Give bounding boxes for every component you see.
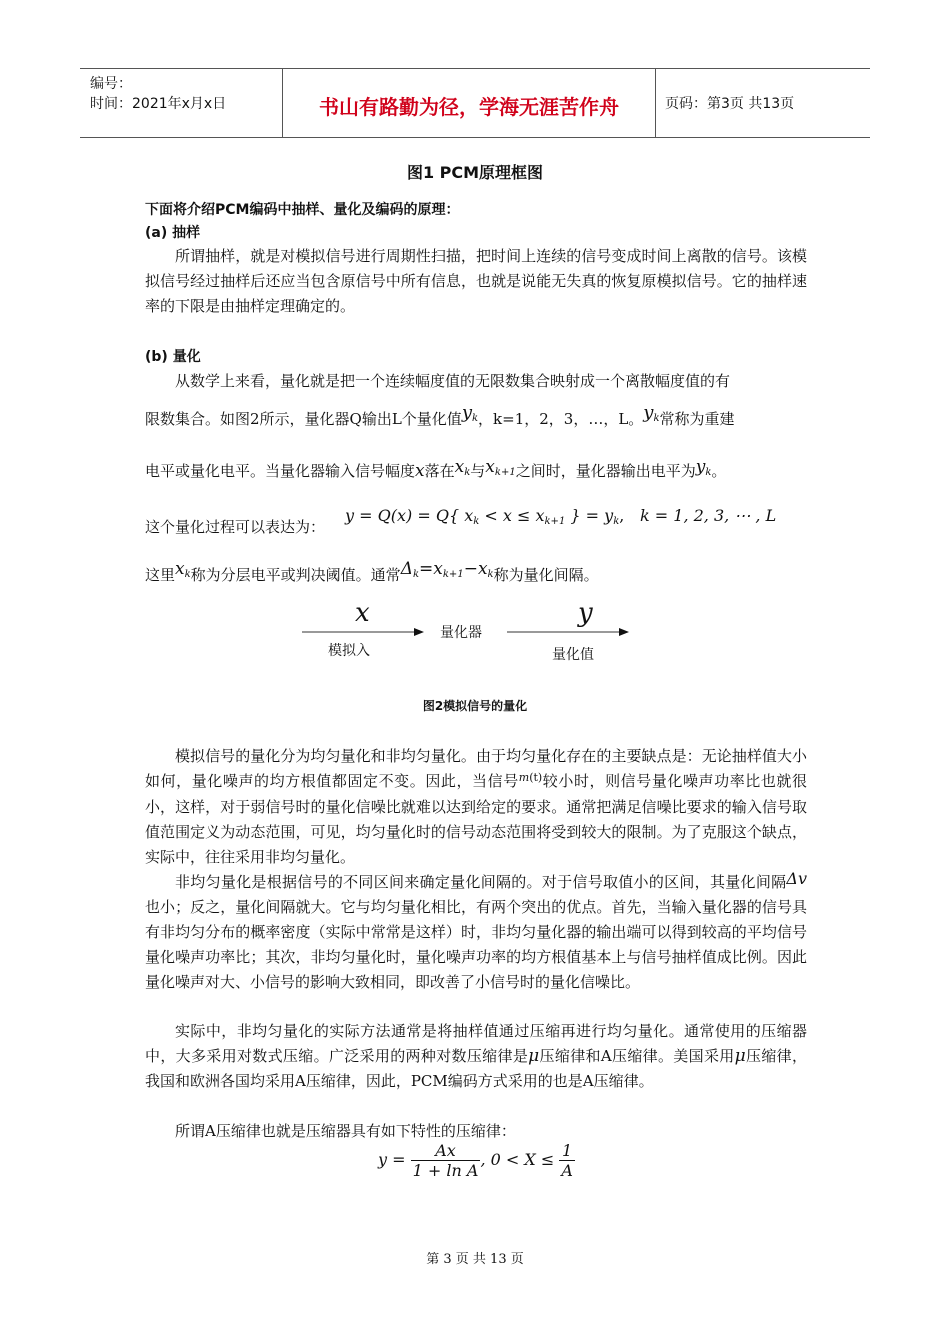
- section-a-heading: (a) 抽样: [145, 225, 201, 241]
- paragraph-uniform-quantization: 模拟信号的量化分为均匀量化和非均匀量化。由于均匀量化存在的主要缺点是：无论抽样值大小如何，量化噪声的均方根值都固定不变。因此，当信号$^{m(t)}$较小时，则信号量化噪声功率比也就很小，这样，对于弱信号时的量化信噪比就难以达到给定的要求。通常把满足信噪比要求的输入信号取值范围定义为动态范围，可见，均匀量化时的信号动态范围将受到较大的限制。为了克服这个缺点，实际中，往往采用非均匀量化。: [145, 747, 807, 866]
- figure1-caption: 图1 PCM原理框图: [406, 163, 544, 182]
- header-motto: 书山有路勤为径，学海无涯苦作舟: [319, 95, 619, 119]
- a-law-formula: y = $\frac{Ax}{\text{1 + ln A}}$ , 0 < X ≤ $\frac{1}{A}$: [378, 1141, 573, 1180]
- document-time-label: 时间：2021年x月x日: [90, 96, 227, 112]
- input-arrow-icon: [300, 626, 430, 638]
- input-label: 模拟入: [328, 643, 370, 659]
- output-label: 量化值: [552, 647, 594, 663]
- quantizer-diagram: [300, 598, 640, 668]
- paragraph-a-law-intro: 所谓A压缩律也就是压缩器具有如下特性的压缩律：: [175, 1122, 516, 1140]
- intro-line: 下面将介绍PCM编码中抽样、量化及编码的原理：: [145, 202, 460, 218]
- figure2-caption: 图2模拟信号的量化: [422, 699, 528, 713]
- header-left-cell: [80, 69, 282, 137]
- section-b-line1: 从数学上来看，量化就是把一个连续幅度值的无限数集合映射成一个离散幅度值的有: [175, 372, 731, 390]
- a-law-fraction: $\frac{Ax}{\text{1 + ln A}}$: [412, 1141, 479, 1180]
- section-b-line3: 电平或量化电平。当量化器输入信号幅度x落在$x_k$与$x_{k+1}$之间时，量化器输出电平为$y_k$。: [145, 457, 727, 481]
- header-page-code: 页码：第3页 共13页: [665, 96, 795, 112]
- quantization-formula: y = Q(x) = Q{ $x_k < x \le x_{k+1}$ } = $y_k$,: [345, 506, 625, 527]
- header-page-cell: [655, 69, 870, 137]
- paragraph-compression: 实际中，非均匀量化的实际方法通常是将抽样值通过压缩再进行均匀量化。通常使用的压缩器中，大多采用对数式压缩。广泛采用的两种对数压缩律是μ压缩律和A压缩律。美国采用μ压缩律，我国和欧洲各国均采用A压缩律，因此，PCM编码方式采用的也是A压缩律。: [145, 1022, 807, 1090]
- output-arrow-icon: [505, 626, 635, 638]
- document-number-label: 编号：: [90, 76, 132, 92]
- section-a-text: 所谓抽样，就是对模拟信号进行周期性扫描，把时间上连续的信号变成时间上离散的信号。该模拟信号经过抽样后还应当包含原信号中所有信息，也就是说能无失真的恢复原模拟信号。它的抽样速率的下限是由抽样定理确定的。: [145, 247, 807, 315]
- section-b-line4: 这个量化过程可以表达为：: [145, 518, 326, 536]
- header-motto-cell: [282, 69, 656, 137]
- a-law-bound-fraction: $\frac{1}{A}$: [561, 1141, 573, 1180]
- input-symbol: x: [355, 598, 370, 628]
- section-b-line5: 这里$x^k$称为分层电平或判决阈值。通常$\Delta^k=x^{k+1}-x^k$称为量化间隔。: [145, 559, 599, 584]
- quantization-index-range: k = 1, 2, 3, ⋯ , L: [640, 506, 777, 525]
- page-footer: 第 3 页 共 13 页: [426, 1252, 524, 1267]
- section-b-line2: 限数集合。如图2所示，量化器Q输出L个量化值$y^k$，k=1，2，3，…，L。$y^k$常称为重建: [145, 402, 735, 428]
- paragraph-nonuniform-quantization: 非均匀量化是根据信号的不同区间来确定量化间隔的。对于信号取值小的区间，其量化间隔Δv也小；反之，量化间隔就大。它与均匀量化相比，有两个突出的优点。首先，当输入量化器的信号具有非均匀分布的概率密度（实际中常常是这样）时，非均匀量化器的输出端可以得到较高的平均信号量化噪声功率比；其次，非均匀量化时，量化噪声功率的均方根值基本上与信号抽样值成比例。因此量化噪声对大、小信号的影响大致相同，即改善了小信号时的量化信噪比。: [145, 869, 807, 991]
- output-symbol: y: [578, 598, 593, 628]
- section-b-heading: (b) 量化: [145, 349, 201, 365]
- quantizer-block-label: 量化器: [440, 625, 482, 641]
- page-header: [80, 68, 870, 138]
